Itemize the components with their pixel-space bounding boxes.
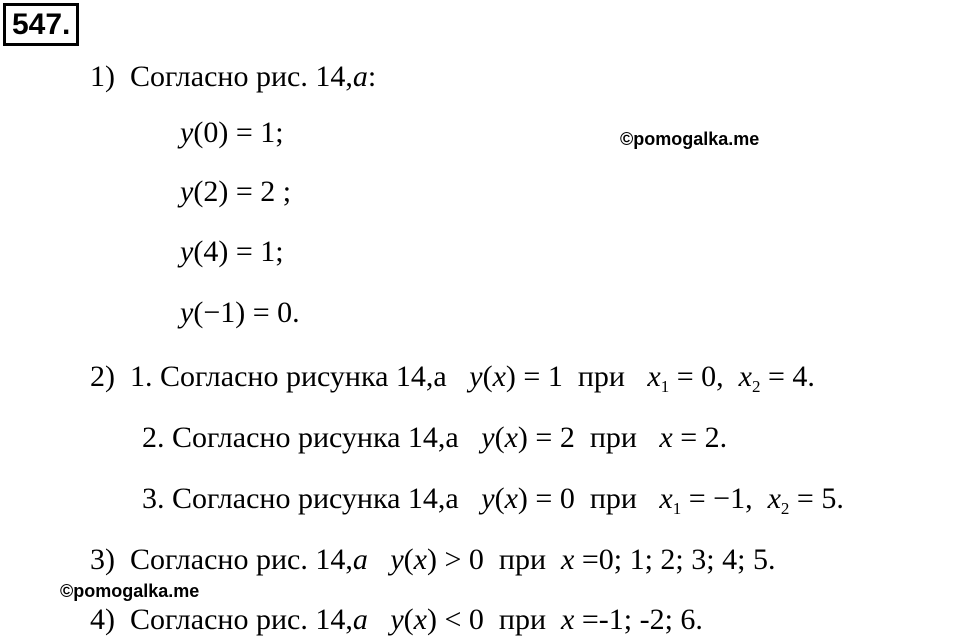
part1-intro-var: а — [352, 60, 368, 93]
value-line: y(4) = 1; — [180, 235, 284, 268]
watermark: ©pomogalka.me — [620, 129, 760, 149]
part2-label: 2) — [90, 360, 115, 393]
value-line: y(2) = 2 ; — [180, 175, 292, 208]
part1-label: 1) — [90, 60, 115, 93]
part2-item-2: 2. Согласно рисунка 14,а y(x) = 2 при x = 2. — [142, 421, 728, 454]
watermark: ©pomogalka.me — [60, 581, 200, 601]
part2-item-1: 2) 1. Согласно рисунка 14,а y(x) = 1 при $x_1 = 0$, $x_2 = 4$. — [90, 360, 815, 396]
part3-line: 3) Согласно рис. 14,а y(x) > 0 при x =0; 1; 2; 3; 4; 5. — [90, 543, 776, 576]
part2-item-3: 3. Согласно рисунка 14,а y(x) = 0 при $x_1 = -1$, $x_2 = 5$. — [142, 482, 844, 518]
value-line: y(−1) = 0. — [180, 296, 300, 329]
value-line: y(0) = 1; — [180, 116, 284, 149]
part4-line: 4) Согласно рис. 14,а y(x) < 0 при x =-1; -2; 6. — [90, 603, 703, 636]
part1-heading: 1) Согласно рис. 14,а: — [90, 60, 377, 93]
part1-intro: Согласно рис. 14, — [130, 60, 353, 93]
problem-number: 547. — [3, 3, 79, 46]
